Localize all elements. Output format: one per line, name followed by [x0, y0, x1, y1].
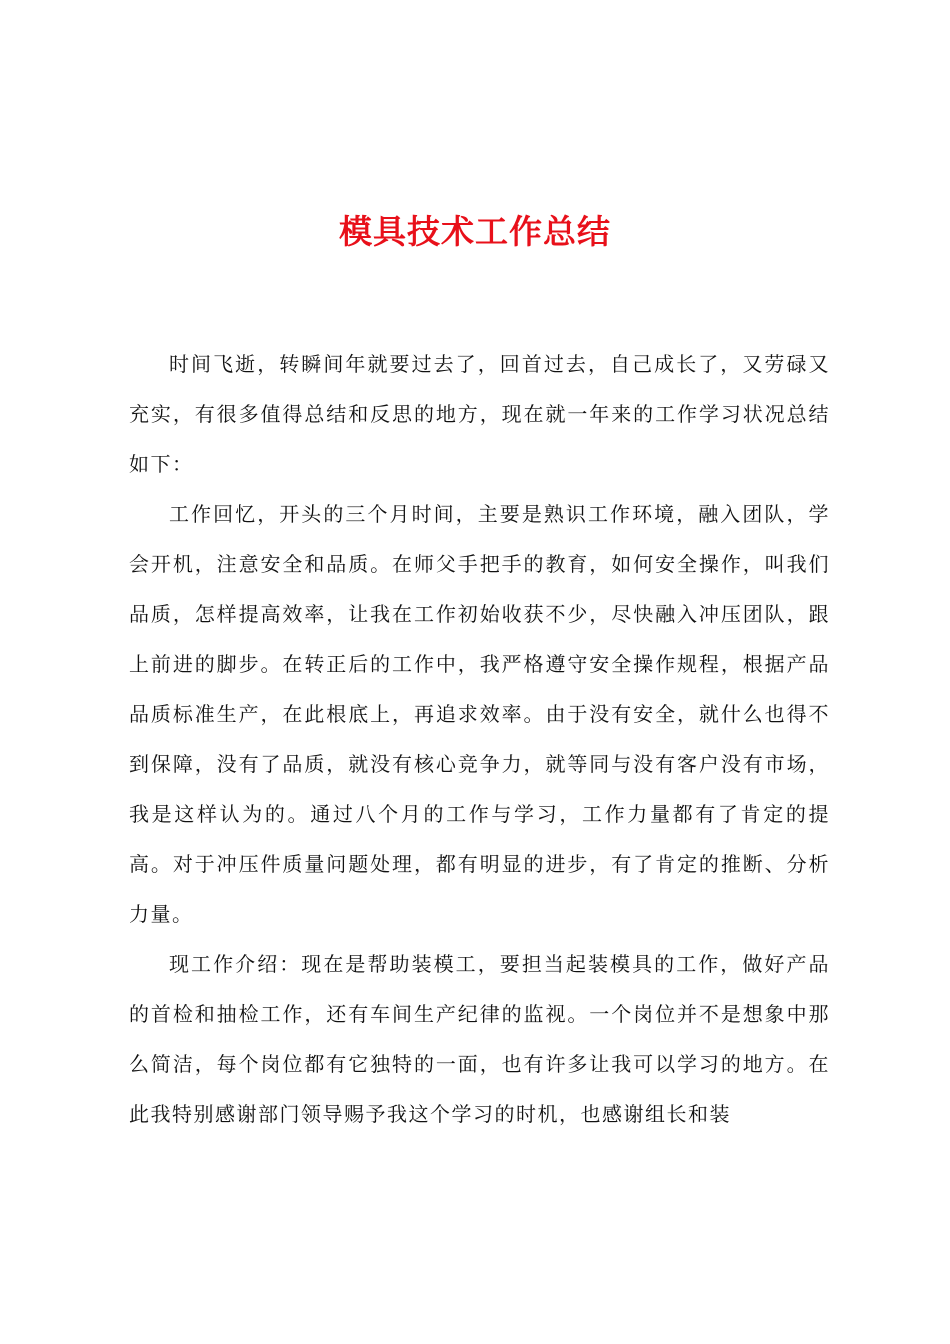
document-title: 模具技术工作总结: [339, 212, 611, 251]
paragraph-work-review: 工作回忆，开头的三个月时间，主要是熟识工作环境，融入团队，学会开机，注意安全和品质。在师父手把手的教育，如何安全操作，叫我们品质，怎样提高效率，让我在工作初始收获不少，尽快融入冲压团队，跟上前进的脚步。在转正后的工作中，我严格遵守安全操作规程，根据产品品质标准生产，在此根底上，再追求效率。由于没有安全，就什么也得不到保障，没有了品质，就没有核心竞争力，就等同与没有客户没有市场，我是这样认为的。通过八个月的工作与学习，工作力量都有了肯定的提高。对于冲压件质量问题处理，都有明显的进步，有了肯定的推断、分析力量。: [129, 502, 830, 926]
paragraph-intro: 时间飞逝，转瞬间年就要过去了，回首过去，自己成长了，又劳碌又充实，有很多值得总结和反思的地方，现在就一年来的工作学习状况总结如下：: [129, 352, 830, 476]
paragraph-current-work: 现工作介绍：现在是帮助装模工，要担当起装模具的工作，做好产品的首检和抽检工作，还有车间生产纪律的监视。一个岗位并不是想象中那么简洁，每个岗位都有它独特的一面，也有许多让我可以学习的地方。在此我特别感谢部门领导赐予我这个学习的时机，也感谢组长和装: [129, 952, 830, 1126]
document-body: [129, 339, 830, 1139]
